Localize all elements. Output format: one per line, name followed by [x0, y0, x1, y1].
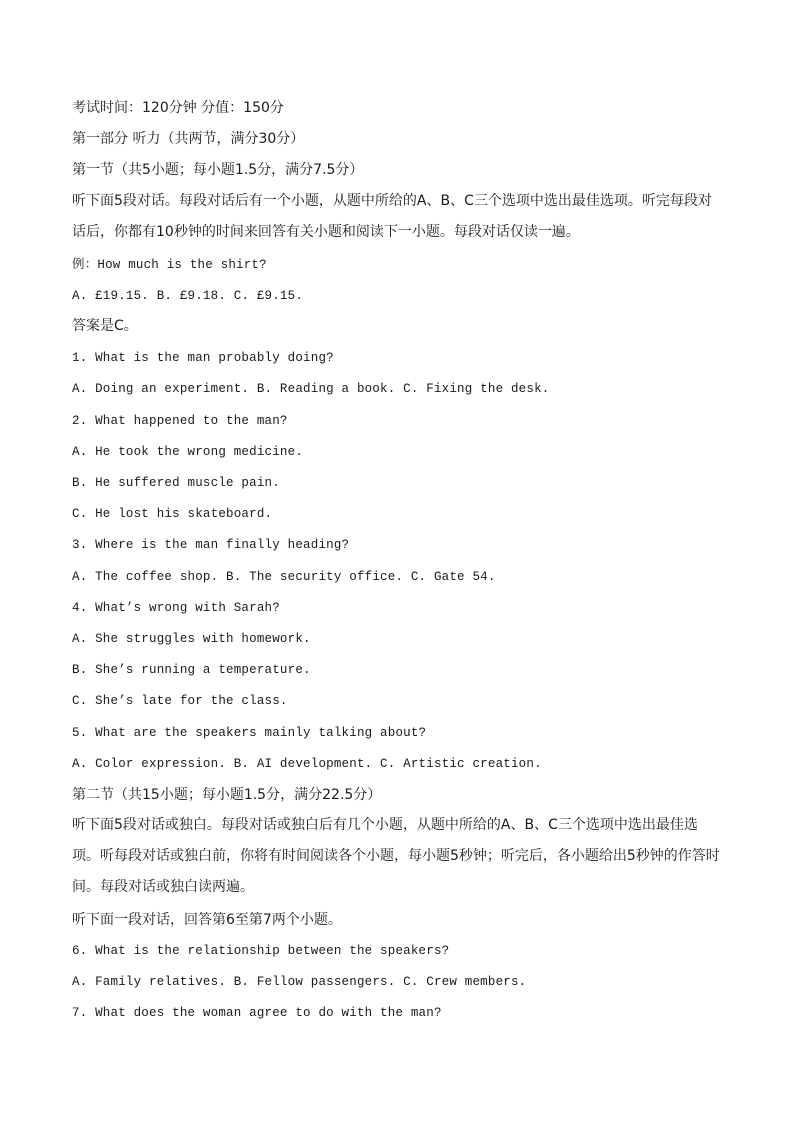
question-4-option-a: A. She struggles with homework. — [72, 632, 311, 646]
question-2-option-a: A. He took the wrong medicine. — [72, 445, 304, 459]
exam-time-line: 考试时间：120分钟 分值：150分 — [72, 100, 284, 116]
question-4-option-b: B. She’s running a temperature. — [72, 663, 311, 677]
part1-title: 第一部分 听力（共两节，满分30分） — [72, 131, 305, 147]
example-options: A. £19.15. B. £9.18. C. £9.15. — [72, 289, 304, 303]
section2-instructions: 听下面5段对话或独白。每段对话或独白后有几个小题，从题中所给的A、B、C三个选项中选出最佳选项。听每段对话或独白前，你将有时间阅读各个小题，每小题5秒钟；听完后，各小题给出5秒钟的作答时间。每段对话或独白读两遍。 — [72, 817, 720, 895]
section2-title: 第二节（共15小题；每小题1.5分，满分22.5分） — [72, 787, 382, 803]
question-7: 7. What does the woman agree to do with the man? — [72, 1006, 442, 1020]
example-question: 例：How much is the shirt? — [72, 258, 267, 272]
group-intro: 听下面一段对话，回答第6至第7两个小题。 — [72, 912, 342, 928]
question-4: 4. What’s wrong with Sarah? — [72, 601, 280, 615]
question-5-options: A. Color expression. B. AI development. C. Artistic creation. — [72, 757, 542, 771]
question-2-option-c: C. He lost his skateboard. — [72, 507, 273, 521]
section1-instructions: 听下面5段对话。每段对话后有一个小题，从题中所给的A、B、C三个选项中选出最佳选项。听完每段对话后，你都有10秒钟的时间来回答有关小题和阅读下一小题。每段对话仅读一遍。 — [72, 193, 712, 240]
question-3: 3. Where is the man finally heading? — [72, 538, 350, 552]
question-2-option-b: B. He suffered muscle pain. — [72, 476, 280, 490]
question-2: 2. What happened to the man? — [72, 414, 288, 428]
example-answer: 答案是C。 — [72, 318, 138, 334]
question-6: 6. What is the relationship between the speakers? — [72, 944, 450, 958]
question-3-options: A. The coffee shop. B. The security office. C. Gate 54. — [72, 570, 496, 584]
question-1-options: A. Doing an experiment. B. Reading a book. C. Fixing the desk. — [72, 382, 550, 396]
section1-title: 第一节（共5小题；每小题1.5分，满分7.5分） — [72, 162, 364, 178]
question-1: 1. What is the man probably doing? — [72, 351, 334, 365]
question-5: 5. What are the speakers mainly talking about? — [72, 726, 427, 740]
question-6-options: A. Family relatives. B. Fellow passengers. C. Crew members. — [72, 975, 527, 989]
question-4-option-c: C. She’s late for the class. — [72, 694, 288, 708]
